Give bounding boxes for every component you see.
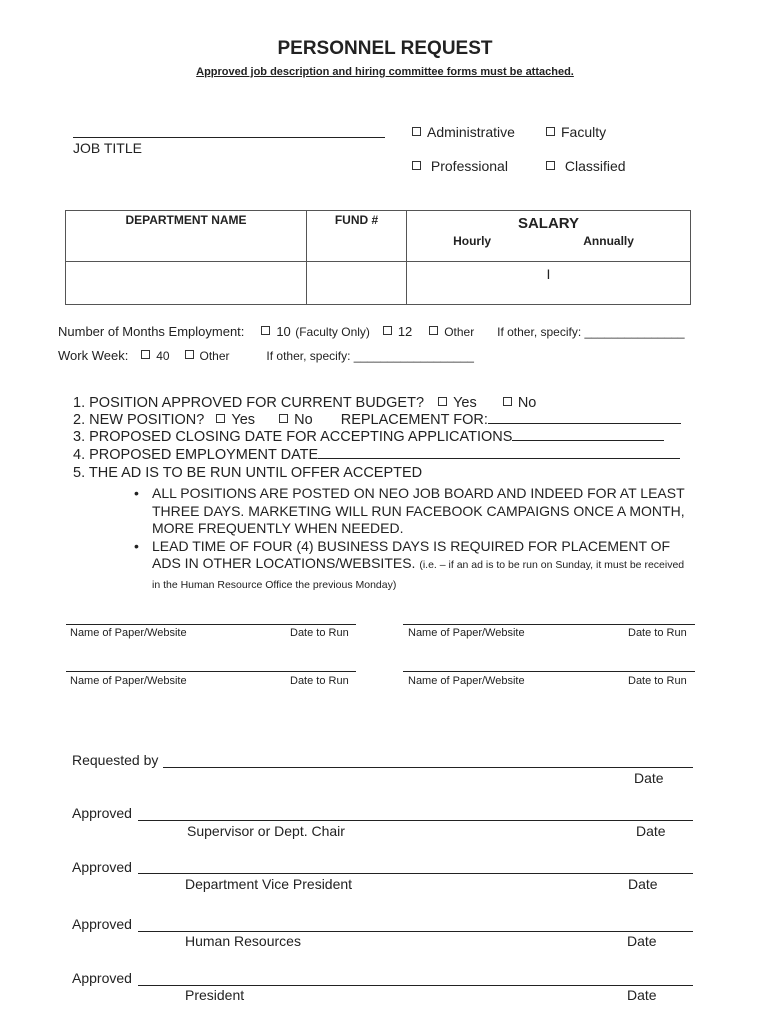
work-week-row: Work Week: 40 Other If other, specify: __________________	[58, 348, 474, 363]
ad-date-label: Date to Run	[628, 627, 687, 639]
option-professional[interactable]: Professional	[412, 158, 508, 174]
ad-line[interactable]	[403, 624, 695, 625]
months-row: Number of Months Employment: 10 (Faculty Only) 12 Other If other, specify: _______________	[58, 324, 685, 339]
ad-date-label: Date to Run	[628, 675, 687, 687]
department-table	[65, 210, 691, 305]
hourly-label: Hourly	[453, 234, 492, 248]
ad-line[interactable]	[66, 671, 356, 672]
approved-label: Approved	[72, 916, 132, 932]
date-label: Date	[634, 770, 664, 786]
job-title-label: JOB TITLE	[73, 140, 142, 156]
question-4: 4. PROPOSED EMPLOYMENT DATE	[73, 446, 680, 464]
employment-date-field[interactable]	[318, 458, 680, 459]
ad-date-label: Date to Run	[290, 627, 349, 639]
question-2: 2. NEW POSITION? Yes No REPLACEMENT FOR:	[73, 411, 681, 429]
checkbox-icon[interactable]	[185, 350, 194, 359]
note-lead-time: • LEAD TIME OF FOUR (4) BUSINESS DAYS IS REQUIRED FOR PLACEMENT OF ADS IN OTHER LOCATIONS/WEBSITES. (i.e. – if an ad is to be run on Sunday, it must be received in the Human Resource Office the previous Monday)	[132, 538, 692, 595]
checkbox-icon[interactable]	[141, 350, 150, 359]
checkbox-icon[interactable]	[503, 397, 512, 406]
salary-header: SALARY Hourly Annually	[407, 211, 691, 262]
ad-name-label: Name of Paper/Website	[408, 675, 525, 687]
checkbox-icon[interactable]	[412, 127, 421, 136]
ad-line[interactable]	[66, 624, 356, 625]
closing-date-field[interactable]	[512, 440, 664, 441]
checkbox-icon[interactable]	[429, 326, 438, 335]
fund-cell[interactable]	[307, 262, 407, 305]
checkbox-icon[interactable]	[546, 161, 555, 170]
approved-label: Approved	[72, 859, 132, 875]
checkbox-icon[interactable]	[261, 326, 270, 335]
human-resources-label: Human Resources	[185, 933, 301, 949]
date-label: Date	[627, 987, 657, 1003]
option-classified[interactable]: Classified	[546, 158, 626, 174]
replacement-field[interactable]	[488, 423, 681, 424]
requested-by-line[interactable]	[163, 767, 693, 768]
salary-cell[interactable]	[407, 262, 691, 305]
president-label: President	[185, 987, 245, 1003]
approval-line-hr[interactable]	[138, 931, 693, 932]
ad-line[interactable]	[403, 671, 695, 672]
ad-name-label: Name of Paper/Website	[408, 627, 525, 639]
question-3: 3. PROPOSED CLOSING DATE FOR ACCEPTING APPLICATIONS	[73, 428, 664, 446]
checkbox-icon[interactable]	[546, 127, 555, 136]
ad-date-label: Date to Run	[290, 675, 349, 687]
question-5: 5. THE AD IS TO BE RUN UNTIL OFFER ACCEPTED	[73, 465, 423, 481]
note-posting: • ALL POSITIONS ARE POSTED ON NEO JOB BOARD AND INDEED FOR AT LEAST THREE DAYS. MARKETING WILL RUN FACEBOOK CAMPAIGNS ONCE A MONTH, MORE FREQUENTLY WHEN NEEDED.	[132, 485, 692, 538]
fund-header: FUND #	[307, 211, 407, 262]
approval-line-vice-president[interactable]	[138, 873, 693, 874]
approval-line-president[interactable]	[138, 985, 693, 986]
checkbox-icon[interactable]	[438, 397, 447, 406]
salary-divider: I	[546, 266, 551, 282]
ad-name-label: Name of Paper/Website	[70, 675, 187, 687]
supervisor-label: Supervisor or Dept. Chair	[187, 823, 345, 839]
checkbox-icon[interactable]	[279, 414, 288, 423]
page-title: PERSONNEL REQUEST	[277, 38, 493, 59]
approved-label: Approved	[72, 805, 132, 821]
department-name-cell[interactable]	[66, 262, 307, 305]
job-title-line[interactable]	[73, 137, 385, 138]
question-1: 1. POSITION APPROVED FOR CURRENT BUDGET? Yes No	[73, 395, 537, 411]
option-faculty[interactable]: Faculty	[546, 124, 606, 140]
option-administrative[interactable]: Administrative	[412, 124, 515, 140]
checkbox-icon[interactable]	[383, 326, 392, 335]
notes-list	[132, 485, 692, 594]
requested-by-label: Requested by	[72, 752, 159, 768]
annually-label: Annually	[583, 234, 634, 248]
approval-line-supervisor[interactable]	[138, 820, 693, 821]
page-subtitle: Approved job description and hiring committee forms must be attached.	[196, 66, 574, 78]
week-specify[interactable]: If other, specify: __________________	[266, 349, 474, 363]
checkbox-icon[interactable]	[412, 161, 421, 170]
approved-label: Approved	[72, 970, 132, 986]
ad-name-label: Name of Paper/Website	[70, 627, 187, 639]
date-label: Date	[628, 876, 658, 892]
date-label: Date	[627, 933, 657, 949]
checkbox-icon[interactable]	[216, 414, 225, 423]
months-specify[interactable]: If other, specify: _______________	[497, 325, 685, 339]
date-label: Date	[636, 823, 666, 839]
vice-president-label: Department Vice President	[185, 876, 353, 892]
months-label: Number of Months Employment:	[58, 324, 245, 339]
department-name-header: DEPARTMENT NAME	[66, 211, 307, 262]
work-week-label: Work Week:	[58, 348, 129, 363]
